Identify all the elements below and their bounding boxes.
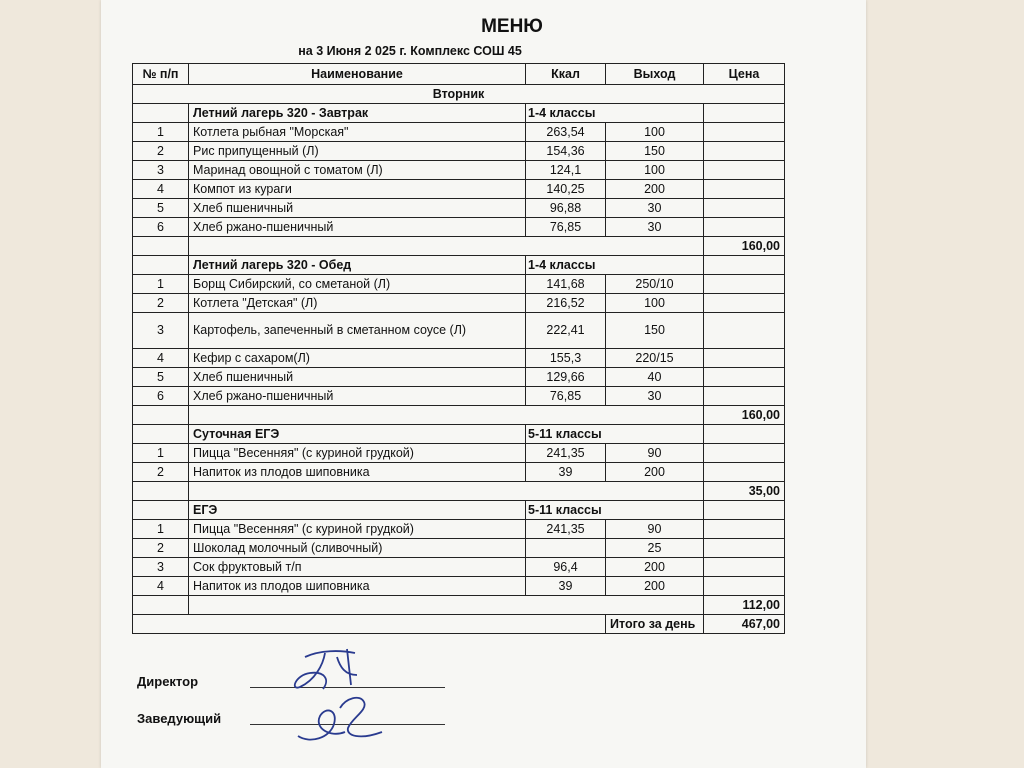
menu-item-row <box>133 180 785 199</box>
menu-item-row <box>133 142 785 161</box>
column-header-kcal: Ккал <box>526 64 606 85</box>
total-spacer <box>133 237 189 256</box>
item-name: Хлеб пшеничный <box>189 368 526 387</box>
day-total-spacer <box>133 615 606 634</box>
section-title: Летний лагерь 320 - Завтрак <box>189 104 526 123</box>
item-price <box>704 161 785 180</box>
item-num: 2 <box>133 294 189 313</box>
item-kcal: 155,3 <box>526 349 606 368</box>
item-name: Напиток из плодов шиповника <box>189 577 526 596</box>
item-output: 150 <box>606 313 704 349</box>
item-price <box>704 463 785 482</box>
item-price <box>704 577 785 596</box>
item-price <box>704 444 785 463</box>
day-row <box>133 85 785 104</box>
menu-item-row <box>133 294 785 313</box>
page-title: МЕНЮ <box>481 16 543 37</box>
menu-item-row <box>133 123 785 142</box>
item-output: 200 <box>606 463 704 482</box>
section-price-cell <box>704 501 785 520</box>
item-kcal: 39 <box>526 577 606 596</box>
item-name: Шоколад молочный (сливочный) <box>189 539 526 558</box>
section-header-row <box>133 104 785 123</box>
item-kcal: 96,4 <box>526 558 606 577</box>
total-spacer <box>189 482 704 501</box>
total-spacer <box>133 406 189 425</box>
item-output: 250/10 <box>606 275 704 294</box>
item-kcal: 76,85 <box>526 387 606 406</box>
menu-item-row <box>133 387 785 406</box>
section-total-row <box>133 406 785 425</box>
item-num: 4 <box>133 180 189 199</box>
item-price <box>704 199 785 218</box>
item-price <box>704 123 785 142</box>
section-header-row <box>133 425 785 444</box>
section-num-cell <box>133 104 189 123</box>
section-total-row <box>133 596 785 615</box>
section-title: Суточная ЕГЭ <box>189 425 526 444</box>
item-output: 30 <box>606 387 704 406</box>
item-num: 5 <box>133 368 189 387</box>
item-name: Пицца "Весенняя" (с куриной грудкой) <box>189 444 526 463</box>
item-price <box>704 142 785 161</box>
item-name: Котлета рыбная "Морская" <box>189 123 526 142</box>
item-price <box>704 218 785 237</box>
total-spacer <box>189 406 704 425</box>
menu-item-row <box>133 313 785 349</box>
item-kcal: 241,35 <box>526 444 606 463</box>
item-name: Хлеб ржано-пшеничный <box>189 218 526 237</box>
item-kcal: 140,25 <box>526 180 606 199</box>
item-kcal: 216,52 <box>526 294 606 313</box>
item-kcal: 96,88 <box>526 199 606 218</box>
item-output: 200 <box>606 577 704 596</box>
section-grades: 5-11 классы <box>526 501 704 520</box>
item-price <box>704 558 785 577</box>
section-title: ЕГЭ <box>189 501 526 520</box>
item-name: Котлета "Детская" (Л) <box>189 294 526 313</box>
item-num: 2 <box>133 142 189 161</box>
section-num-cell <box>133 256 189 275</box>
section-header-row <box>133 501 785 520</box>
section-num-cell <box>133 501 189 520</box>
table-header-row <box>133 64 785 85</box>
item-output: 200 <box>606 180 704 199</box>
director-label: Директор <box>137 674 199 689</box>
head-label: Заведующий <box>137 711 222 726</box>
item-num: 4 <box>133 349 189 368</box>
item-num: 3 <box>133 161 189 180</box>
column-header-output: Выход <box>606 64 704 85</box>
menu-item-row <box>133 520 785 539</box>
total-spacer <box>133 596 189 615</box>
item-name: Картофель, запеченный в сметанном соусе (Л) <box>189 313 526 349</box>
menu-item-row <box>133 275 785 294</box>
item-name: Рис припущенный (Л) <box>189 142 526 161</box>
day-label: Вторник <box>133 85 785 104</box>
item-output: 90 <box>606 444 704 463</box>
item-output: 100 <box>606 161 704 180</box>
item-output: 90 <box>606 520 704 539</box>
menu-table-body <box>133 85 785 634</box>
page-subtitle: на 3 Июня 2 025 г. Комплекс СОШ 45 <box>298 44 522 58</box>
item-kcal: 241,35 <box>526 520 606 539</box>
menu-item-row <box>133 368 785 387</box>
menu-item-row <box>133 463 785 482</box>
menu-item-row <box>133 577 785 596</box>
total-spacer <box>189 596 704 615</box>
item-kcal: 76,85 <box>526 218 606 237</box>
item-num: 5 <box>133 199 189 218</box>
section-grades: 1-4 классы <box>526 104 704 123</box>
item-num: 3 <box>133 558 189 577</box>
section-price-cell <box>704 104 785 123</box>
menu-item-row <box>133 161 785 180</box>
item-kcal: 263,54 <box>526 123 606 142</box>
item-name: Напиток из плодов шиповника <box>189 463 526 482</box>
total-spacer <box>189 237 704 256</box>
item-output: 100 <box>606 123 704 142</box>
section-total-row <box>133 237 785 256</box>
item-kcal <box>526 539 606 558</box>
item-price <box>704 180 785 199</box>
item-output: 150 <box>606 142 704 161</box>
section-total: 160,00 <box>704 237 785 256</box>
item-num: 2 <box>133 463 189 482</box>
item-kcal: 129,66 <box>526 368 606 387</box>
item-price <box>704 313 785 349</box>
item-kcal: 141,68 <box>526 275 606 294</box>
item-output: 40 <box>606 368 704 387</box>
item-num: 1 <box>133 444 189 463</box>
item-price <box>704 539 785 558</box>
item-name: Борщ Сибирский, со сметаной (Л) <box>189 275 526 294</box>
item-name: Пицца "Весенняя" (с куриной грудкой) <box>189 520 526 539</box>
menu-item-row <box>133 218 785 237</box>
section-total: 160,00 <box>704 406 785 425</box>
section-grades: 5-11 классы <box>526 425 704 444</box>
column-header-price: Цена <box>704 64 785 85</box>
item-kcal: 39 <box>526 463 606 482</box>
item-price <box>704 349 785 368</box>
menu-item-row <box>133 558 785 577</box>
item-num: 3 <box>133 313 189 349</box>
total-spacer <box>133 482 189 501</box>
item-output: 220/15 <box>606 349 704 368</box>
item-price <box>704 294 785 313</box>
section-header-row <box>133 256 785 275</box>
item-output: 30 <box>606 218 704 237</box>
item-name: Хлеб ржано-пшеничный <box>189 387 526 406</box>
item-output: 200 <box>606 558 704 577</box>
day-total-label: Итого за день <box>606 615 704 634</box>
section-total: 35,00 <box>704 482 785 501</box>
menu-item-row <box>133 349 785 368</box>
item-price <box>704 368 785 387</box>
item-output: 30 <box>606 199 704 218</box>
menu-item-row <box>133 199 785 218</box>
item-kcal: 124,1 <box>526 161 606 180</box>
item-num: 2 <box>133 539 189 558</box>
menu-item-row <box>133 539 785 558</box>
menu-item-row <box>133 444 785 463</box>
column-header-num: № п/п <box>133 64 189 85</box>
item-name: Маринад овощной с томатом (Л) <box>189 161 526 180</box>
item-num: 1 <box>133 520 189 539</box>
item-price <box>704 275 785 294</box>
section-title: Летний лагерь 320 - Обед <box>189 256 526 275</box>
item-num: 6 <box>133 218 189 237</box>
item-num: 4 <box>133 577 189 596</box>
item-output: 25 <box>606 539 704 558</box>
section-total-row <box>133 482 785 501</box>
item-name: Компот из кураги <box>189 180 526 199</box>
item-kcal: 154,36 <box>526 142 606 161</box>
item-num: 1 <box>133 123 189 142</box>
section-price-cell <box>704 256 785 275</box>
menu-table <box>132 63 785 634</box>
item-price <box>704 387 785 406</box>
item-num: 6 <box>133 387 189 406</box>
item-name: Хлеб пшеничный <box>189 199 526 218</box>
section-total: 112,00 <box>704 596 785 615</box>
day-total-row <box>133 615 785 634</box>
section-num-cell <box>133 425 189 444</box>
section-grades: 1-4 классы <box>526 256 704 275</box>
item-price <box>704 520 785 539</box>
item-output: 100 <box>606 294 704 313</box>
column-header-name: Наименование <box>189 64 526 85</box>
head-signature <box>290 688 390 750</box>
item-name: Кефир с сахаром(Л) <box>189 349 526 368</box>
day-total-value: 467,00 <box>704 615 785 634</box>
item-num: 1 <box>133 275 189 294</box>
section-price-cell <box>704 425 785 444</box>
item-kcal: 222,41 <box>526 313 606 349</box>
item-name: Сок фруктовый т/п <box>189 558 526 577</box>
